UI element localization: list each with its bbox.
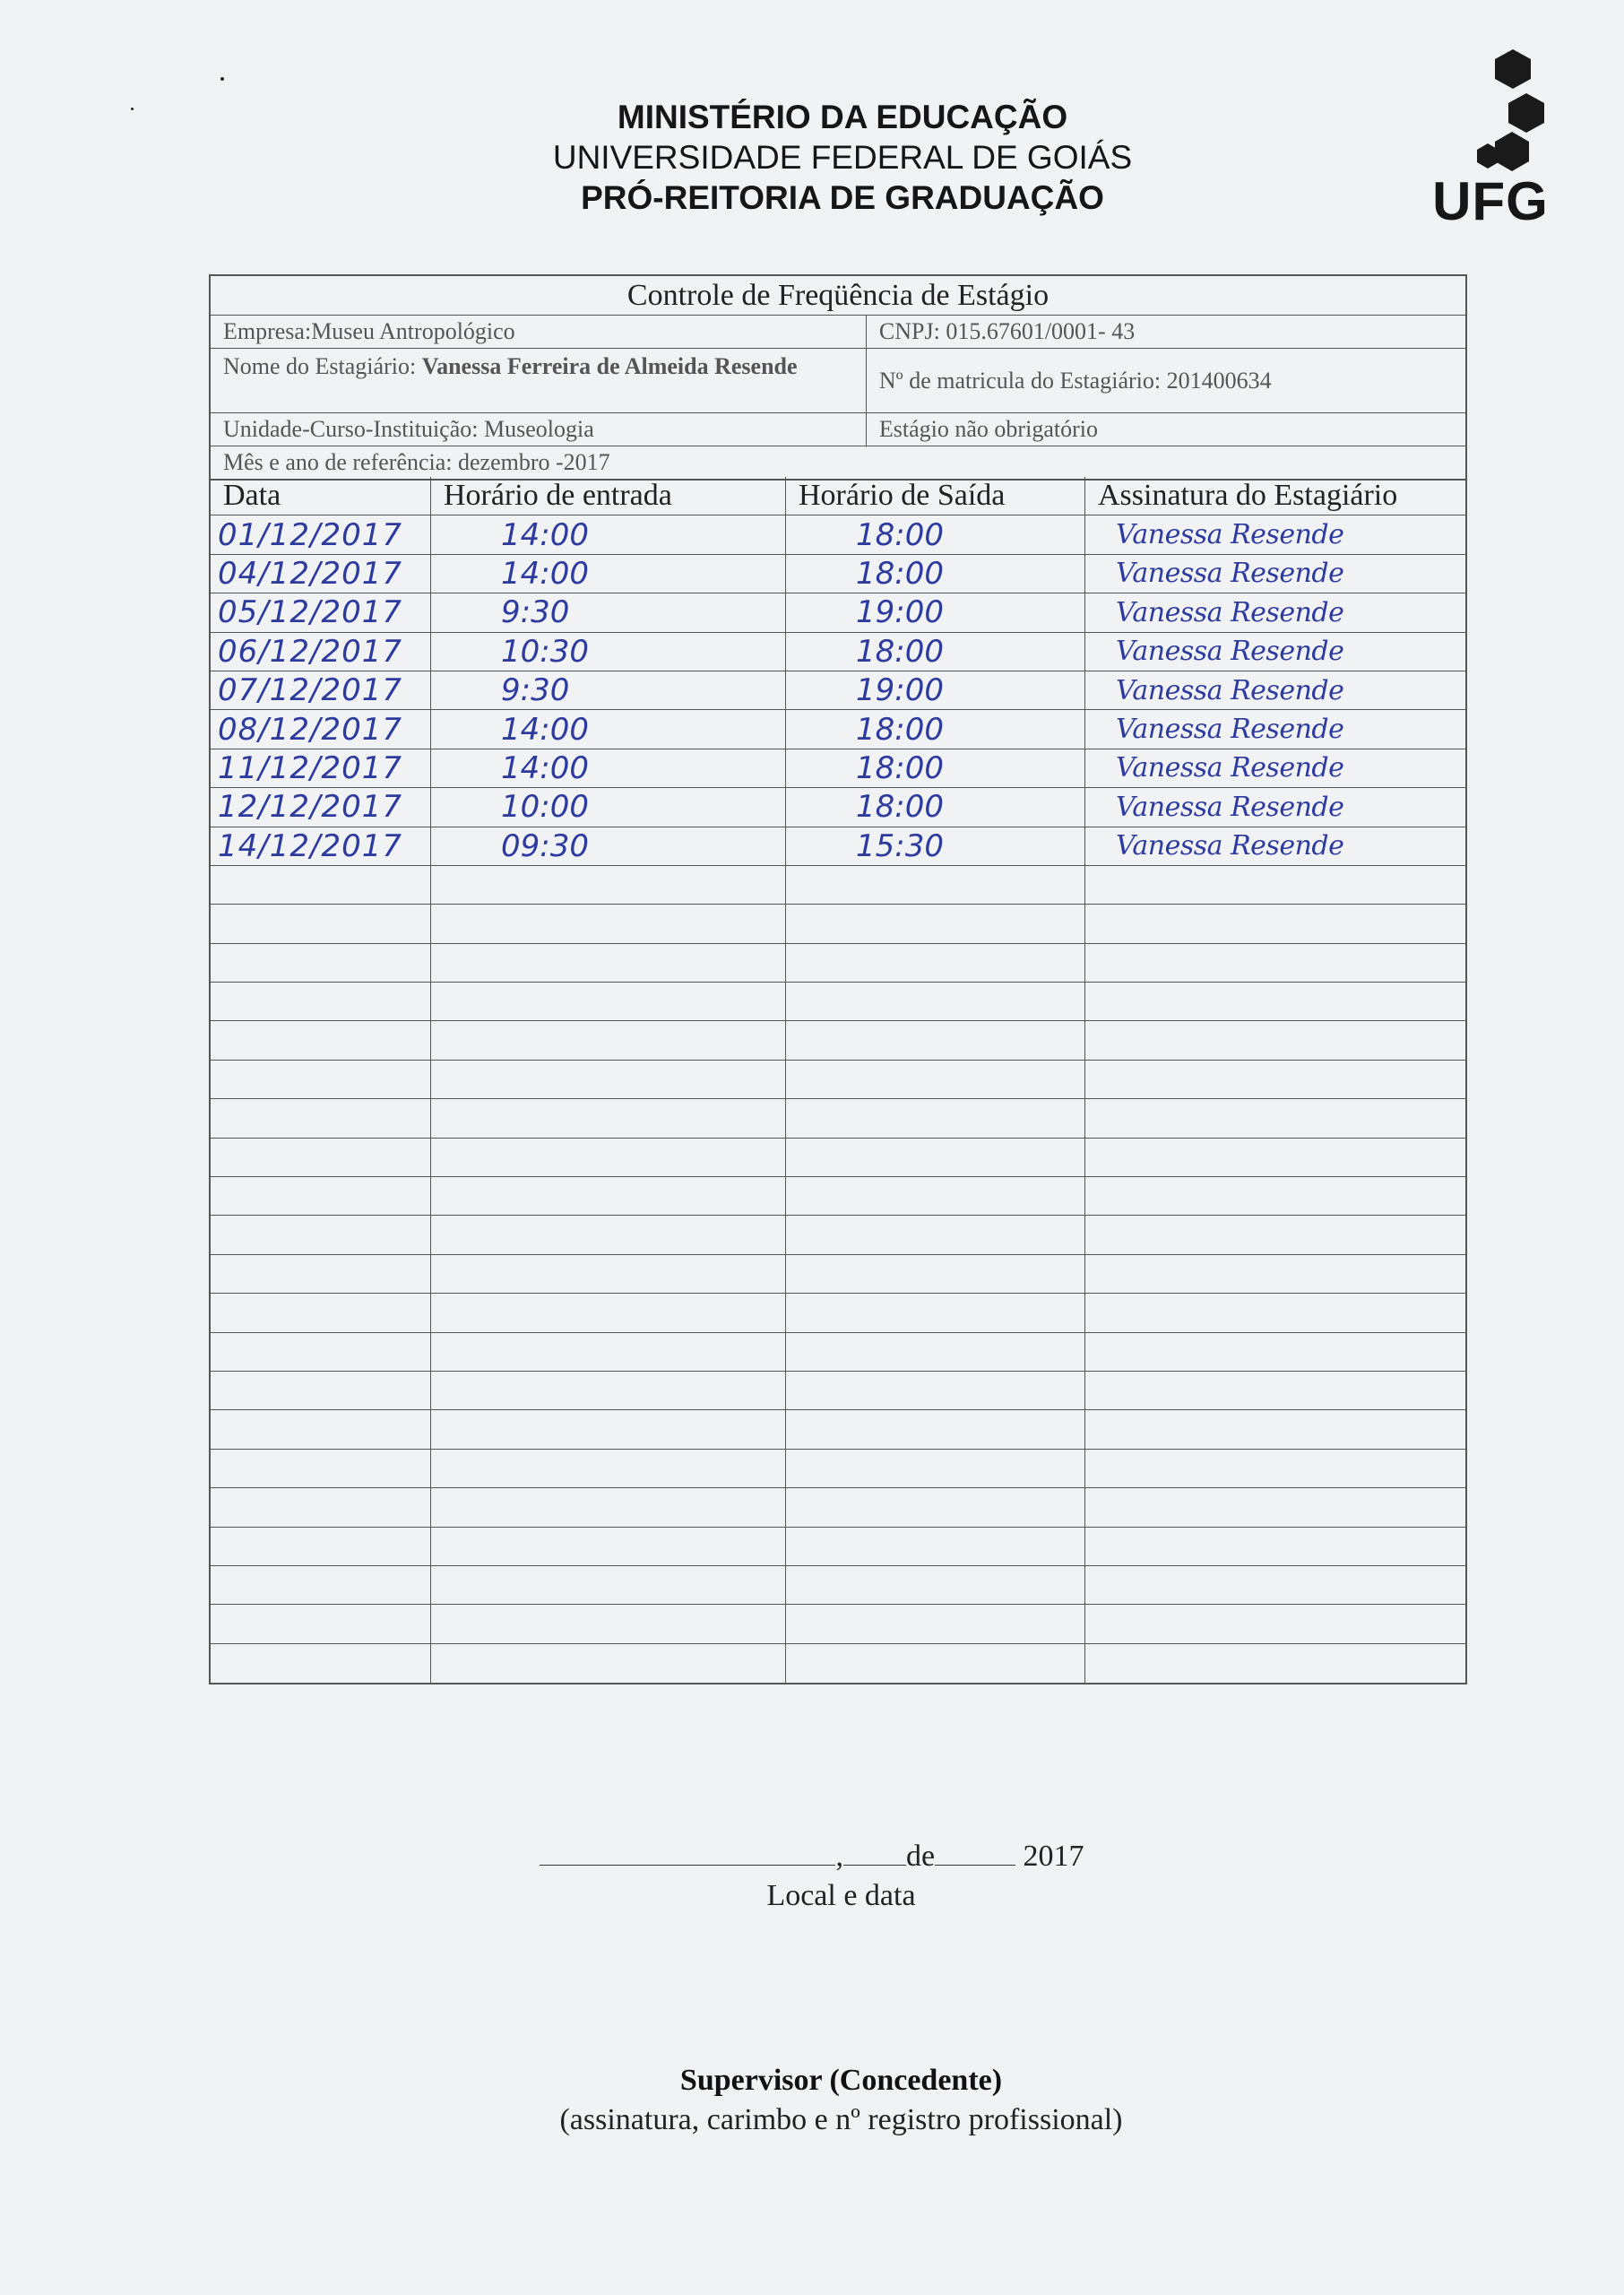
- empty-table-row: [211, 944, 1465, 983]
- hexagon-icon: [1508, 93, 1544, 133]
- exit-time-cell: [785, 1488, 1084, 1526]
- exit-time-cell: [785, 1333, 1084, 1371]
- date-cell: [211, 1528, 430, 1565]
- scan-speck: [220, 77, 224, 81]
- signature-cell: [1084, 1177, 1465, 1215]
- exit-time-cell: [785, 1139, 1084, 1176]
- internship-info-box: [209, 274, 1467, 481]
- entry-time-cell: [430, 1410, 785, 1448]
- unit-field: Unidade-Curso-Instituição: Museologia: [223, 416, 594, 442]
- date-cell: [211, 1255, 430, 1293]
- entry-time-cell: [430, 1528, 785, 1565]
- reference-month-field: Mês e ano de referência: dezembro -2017: [223, 449, 610, 475]
- empty-table-row: [211, 1216, 1465, 1254]
- empty-table-row: [211, 1333, 1465, 1372]
- signature-cell: [1084, 1410, 1465, 1448]
- signature-cell: [1084, 1528, 1465, 1565]
- exit-time-cell: 19:00: [785, 593, 1084, 631]
- date-cell: [211, 1605, 430, 1642]
- empty-table-row: [211, 905, 1465, 943]
- intern-name-field: Nome do Estagiário: Vanessa Ferreira de Almeida Resende: [223, 353, 798, 379]
- header-signature: Assinatura do Estagiário: [1084, 477, 1465, 515]
- date-cell: 06/12/2017: [218, 633, 402, 670]
- date-cell: [211, 1021, 430, 1059]
- empty-table-row: [211, 1294, 1465, 1332]
- signature-cell: Vanessa Resende: [1084, 671, 1465, 709]
- date-cell: 14/12/2017: [218, 827, 402, 864]
- entry-time-cell: [430, 1372, 785, 1409]
- entry-time-cell: [430, 905, 785, 942]
- form-title-row: [211, 276, 1465, 316]
- date-cell: 08/12/2017: [218, 711, 402, 748]
- exit-time-cell: [785, 1021, 1084, 1059]
- signature-cell: [1084, 1566, 1465, 1604]
- date-cell: 04/12/2017: [218, 555, 402, 592]
- empty-table-row: [211, 1177, 1465, 1216]
- empty-table-row: [211, 1139, 1465, 1177]
- signature-cell: Vanessa Resende: [1084, 788, 1465, 826]
- exit-time-cell: [785, 1605, 1084, 1642]
- entry-time-cell: 14:00: [430, 749, 785, 787]
- exit-time-cell: [785, 1450, 1084, 1487]
- exit-time-cell: [785, 1372, 1084, 1409]
- signature-cell: [1084, 1372, 1465, 1409]
- exit-time-cell: [785, 1177, 1084, 1215]
- exit-time-cell: [785, 1216, 1084, 1253]
- date-cell: [211, 1061, 430, 1098]
- exit-time-cell: 19:00: [785, 671, 1084, 709]
- exit-time-cell: [785, 1644, 1084, 1683]
- hexagon-icon: [1495, 132, 1529, 171]
- exit-time-cell: [785, 1255, 1084, 1293]
- empty-table-row: [211, 1099, 1465, 1138]
- entry-time-cell: 14:00: [430, 710, 785, 748]
- entry-time-cell: [430, 1061, 785, 1098]
- date-cell: [211, 1177, 430, 1215]
- date-cell: [211, 866, 430, 904]
- exit-time-cell: 18:00: [785, 555, 1084, 593]
- exit-time-cell: [785, 866, 1084, 904]
- exit-time-cell: 18:00: [785, 788, 1084, 826]
- date-cell: [211, 1099, 430, 1137]
- entry-time-cell: [430, 1216, 785, 1253]
- ufg-logo-text: UFG: [1432, 171, 1549, 231]
- exit-time-cell: 18:00: [785, 633, 1084, 671]
- signature-cell: [1084, 944, 1465, 982]
- entry-time-cell: 14:00: [430, 555, 785, 593]
- supervisor-title: Supervisor (Concedente): [679, 2064, 1003, 2097]
- signature-cell: Vanessa Resende: [1084, 515, 1465, 553]
- entry-time-cell: 09:30: [430, 827, 785, 865]
- date-cell: 05/12/2017: [218, 594, 402, 631]
- exit-time-cell: [785, 1099, 1084, 1137]
- intern-row: [211, 349, 1465, 413]
- year-label: 2017: [1023, 1840, 1084, 1873]
- exit-time-cell: 18:00: [785, 515, 1084, 553]
- entry-time-cell: [430, 944, 785, 982]
- table-row: [211, 593, 1465, 632]
- entry-time-cell: [430, 1099, 785, 1137]
- date-cell: [211, 1450, 430, 1487]
- table-header-row: [211, 477, 1465, 515]
- day-blank: [843, 1840, 906, 1866]
- entry-time-cell: [430, 1255, 785, 1293]
- date-cell: [211, 1410, 430, 1448]
- company-field: Empresa: Museu Antropológico: [223, 318, 515, 344]
- entry-time-cell: [430, 1566, 785, 1604]
- signature-cell: Vanessa Resende: [1084, 555, 1465, 593]
- exit-time-cell: [785, 983, 1084, 1020]
- signature-cell: Vanessa Resende: [1084, 710, 1465, 748]
- unit-row: [211, 413, 1465, 446]
- place-blank: [540, 1840, 835, 1866]
- date-cell: [211, 1644, 430, 1683]
- scan-speck: [131, 108, 134, 110]
- date-cell: [211, 983, 430, 1020]
- table-row: [211, 671, 1465, 710]
- empty-table-row: [211, 1410, 1465, 1449]
- de-label: de: [905, 1840, 936, 1873]
- empty-table-row: [211, 1372, 1465, 1410]
- date-cell: [211, 1139, 430, 1176]
- empty-table-row: [211, 866, 1465, 905]
- entry-time-cell: 10:00: [430, 788, 785, 826]
- signature-cell: [1084, 1216, 1465, 1253]
- signature-cell: [1084, 866, 1465, 904]
- table-row: [211, 555, 1465, 593]
- entry-time-cell: [430, 1488, 785, 1526]
- signature-cell: [1084, 1605, 1465, 1642]
- empty-table-row: [211, 1528, 1465, 1566]
- place-date-line: , de 2017: [0, 1840, 1624, 1874]
- empty-table-row: [211, 1021, 1465, 1060]
- entry-time-cell: [430, 1333, 785, 1371]
- entry-time-cell: [430, 1021, 785, 1059]
- table-row: [211, 710, 1465, 749]
- table-row: [211, 749, 1465, 788]
- entry-time-cell: 9:30: [430, 671, 785, 709]
- date-cell: 01/12/2017: [218, 516, 402, 553]
- exit-time-cell: 18:00: [785, 710, 1084, 748]
- form-title: Controle de Freqüência de Estágio: [626, 278, 1050, 312]
- entry-time-cell: 14:00: [430, 515, 785, 553]
- entry-time-cell: 10:30: [430, 633, 785, 671]
- signature-cell: [1084, 1099, 1465, 1137]
- signature-cell: Vanessa Resende: [1084, 633, 1465, 671]
- signature-cell: Vanessa Resende: [1084, 593, 1465, 631]
- month-blank: [935, 1840, 1015, 1866]
- entry-time-cell: [430, 866, 785, 904]
- entry-time-cell: [430, 1644, 785, 1683]
- header-entry-time: Horário de entrada: [430, 477, 785, 515]
- exit-time-cell: [785, 1528, 1084, 1565]
- date-cell: [211, 1488, 430, 1526]
- header-date: Data: [223, 479, 281, 513]
- empty-table-row: [211, 1450, 1465, 1488]
- signature-cell: [1084, 983, 1465, 1020]
- table-row: [211, 827, 1465, 866]
- place-date-caption: Local e data: [766, 1879, 916, 1912]
- entry-time-cell: [430, 1139, 785, 1176]
- registration-field: Nº de matricula do Estagiário: 201400634: [866, 349, 1465, 412]
- entry-time-cell: [430, 1294, 785, 1331]
- empty-table-row: [211, 1644, 1465, 1683]
- empty-table-row: [211, 1566, 1465, 1605]
- intern-name: Vanessa Ferreira de Almeida Resende: [421, 353, 798, 379]
- month-row: [211, 446, 1465, 479]
- entry-time-cell: [430, 1450, 785, 1487]
- internship-type-field: Estágio não obrigatório: [866, 413, 1465, 446]
- signature-cell: [1084, 1644, 1465, 1683]
- signature-cell: Vanessa Resende: [1084, 827, 1465, 865]
- date-cell: [211, 1566, 430, 1604]
- date-cell: [211, 1294, 430, 1331]
- empty-table-row: [211, 1255, 1465, 1294]
- table-row: [211, 633, 1465, 671]
- university-title: UNIVERSIDADE FEDERAL DE GOIÁS: [552, 139, 1133, 176]
- date-cell: 11/12/2017: [218, 749, 402, 786]
- header-exit-time: Horário de Saída: [785, 477, 1084, 515]
- empty-table-row: [211, 1061, 1465, 1099]
- signature-cell: Vanessa Resende: [1084, 749, 1465, 787]
- signature-cell: [1084, 1450, 1465, 1487]
- empty-table-row: [211, 983, 1465, 1021]
- exit-time-cell: [785, 1294, 1084, 1331]
- signature-cell: [1084, 1061, 1465, 1098]
- exit-time-cell: [785, 1061, 1084, 1098]
- signature-cell: [1084, 1255, 1465, 1293]
- signature-cell: [1084, 905, 1465, 942]
- entry-time-cell: 9:30: [430, 593, 785, 631]
- date-cell: 07/12/2017: [218, 672, 402, 709]
- signature-cell: [1084, 1488, 1465, 1526]
- company-row: [211, 316, 1465, 349]
- empty-table-row: [211, 1605, 1465, 1643]
- exit-time-cell: 18:00: [785, 749, 1084, 787]
- exit-time-cell: 15:30: [785, 827, 1084, 865]
- ministry-title: MINISTÉRIO DA EDUCAÇÃO: [617, 99, 1068, 135]
- attendance-table: [209, 477, 1467, 1684]
- date-cell: [211, 1372, 430, 1409]
- entry-time-cell: [430, 1177, 785, 1215]
- exit-time-cell: [785, 1566, 1084, 1604]
- table-row: [211, 788, 1465, 827]
- entry-time-cell: [430, 1605, 785, 1642]
- hexagon-icon: [1495, 49, 1531, 89]
- empty-table-row: [211, 1488, 1465, 1527]
- department-title: PRÓ-REITORIA DE GRADUAÇÃO: [581, 179, 1104, 216]
- date-cell: [211, 944, 430, 982]
- cnpj-field: CNPJ: 015.67601/0001- 43: [866, 316, 1465, 348]
- date-cell: [211, 905, 430, 942]
- date-cell: 12/12/2017: [218, 789, 402, 826]
- date-cell: [211, 1216, 430, 1253]
- signature-cell: [1084, 1294, 1465, 1331]
- signature-cell: [1084, 1333, 1465, 1371]
- exit-time-cell: [785, 1410, 1084, 1448]
- date-cell: [211, 1333, 430, 1371]
- signature-cell: [1084, 1139, 1465, 1176]
- table-row: [211, 515, 1465, 554]
- letterhead: [269, 97, 1416, 219]
- exit-time-cell: [785, 944, 1084, 982]
- signature-cell: [1084, 1021, 1465, 1059]
- company-name: Museu Antropológico: [311, 318, 515, 344]
- entry-time-cell: [430, 983, 785, 1020]
- supervisor-note: (assinatura, carimbo e nº registro profissional): [559, 2103, 1123, 2136]
- exit-time-cell: [785, 905, 1084, 942]
